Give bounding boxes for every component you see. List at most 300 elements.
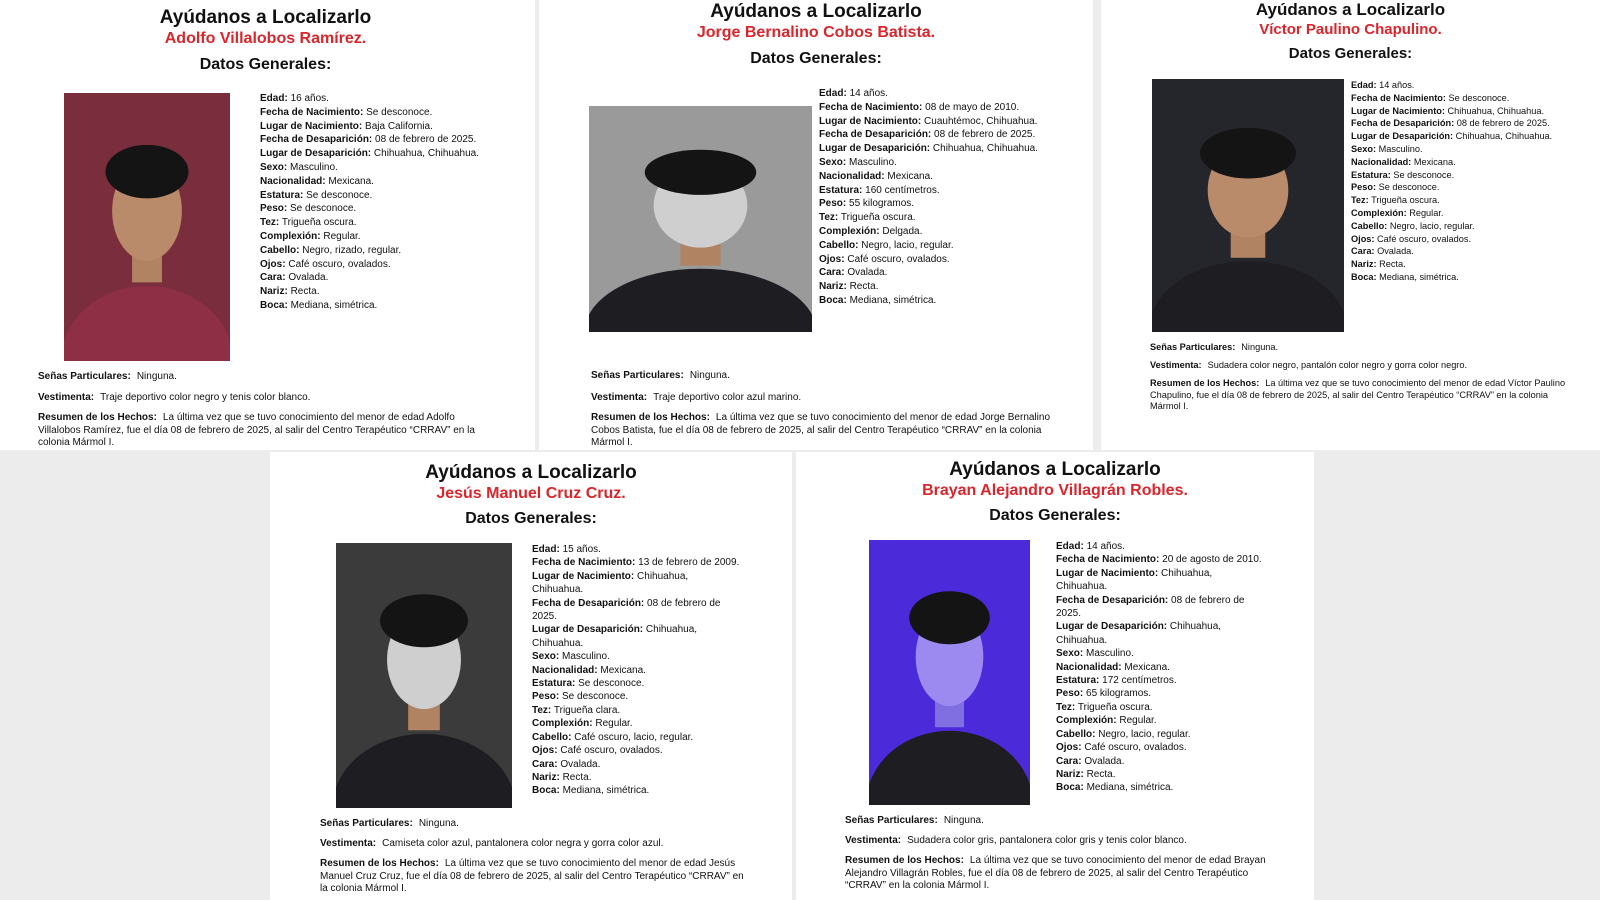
fact-value: Ovalada. [1084, 755, 1125, 767]
fact-fecha-desaparicion [1056, 594, 1266, 621]
block-label: Resumen de los Hechos: [845, 855, 964, 866]
fact-value: Regular. [595, 718, 633, 730]
fact-label: Lugar de Nacimiento: [819, 115, 922, 127]
fact-value: Chihuahua, Chihuahua. [1056, 567, 1213, 593]
fact-label: Nariz: [260, 286, 288, 298]
fact-label: Lugar de Nacimiento: [1056, 567, 1159, 579]
fact-value: 15 años. [562, 544, 601, 555]
fact-label: Estatura: [1351, 169, 1391, 180]
fact-label: Sexo: [819, 156, 847, 168]
fact-value: Regular. [1119, 715, 1157, 727]
fact-label: Nacionalidad: [532, 664, 598, 676]
fact-label: Peso: [1056, 688, 1084, 700]
poster-heading: Ayúdanos a Localizarlo [1255, 0, 1446, 19]
person-photo [1152, 79, 1344, 332]
fact-edad [1056, 540, 1266, 553]
fact-estatura [1351, 169, 1576, 182]
fact-label: Tez: [1056, 701, 1076, 713]
fact-boca [1056, 781, 1266, 794]
person-name: Jesús Manuel Cruz Cruz. [436, 485, 626, 502]
senas-particulares [38, 371, 518, 384]
fact-label: Ojos: [819, 253, 845, 265]
fact-value: Mexicana. [1124, 661, 1170, 673]
fact-label: Tez: [819, 212, 839, 224]
fact-label: Estatura: [532, 678, 576, 690]
fact-nacionalidad [260, 175, 490, 189]
vestimenta [320, 838, 780, 851]
fact-nariz [1056, 768, 1266, 781]
fact-sexo [1351, 143, 1576, 156]
block-label: Resumen de los Hechos: [1150, 378, 1260, 388]
fact-value: Baja California. [365, 120, 433, 132]
fact-complexion [1351, 207, 1576, 220]
fact-value: Chihuahua, Chihuahua. [373, 148, 480, 160]
fact-value: Regular. [323, 230, 361, 242]
fact-lugar-nacimiento [1056, 567, 1266, 594]
senas-particulares [845, 815, 1305, 828]
resumen-hechos [38, 412, 498, 450]
fact-label: Ojos: [1351, 233, 1375, 244]
fact-value: Café oscuro, ovalados. [1084, 742, 1187, 754]
block-value: Ninguna. [1241, 342, 1279, 352]
fact-label: Tez: [260, 217, 280, 229]
fact-label: Edad: [532, 544, 560, 555]
fact-lugar-nacimiento [532, 570, 742, 597]
fact-fecha-nacimiento [819, 101, 1059, 115]
fact-label: Lugar de Desaparición: [260, 148, 372, 160]
fact-value: 65 kilogramos. [1086, 688, 1152, 700]
fact-value: Regular. [1409, 207, 1444, 218]
fact-label: Estatura: [260, 189, 304, 201]
fact-label: Nacionalidad: [1351, 156, 1412, 167]
block-label: Señas Particulares: [320, 818, 413, 829]
fact-label: Fecha de Nacimiento: [1056, 554, 1160, 566]
person-photo [589, 106, 812, 332]
fact-value: Se desconoce. [290, 203, 357, 215]
resumen-hechos [591, 412, 1061, 450]
fact-fecha-nacimiento [260, 106, 490, 120]
fact-estatura [1056, 674, 1266, 687]
fact-value: 08 de febrero de 2025. [1056, 594, 1245, 620]
fact-label: Fecha de Desaparición: [1351, 118, 1455, 129]
fact-value: Negro, rizado, regular. [302, 244, 402, 256]
fact-value: Café oscuro, lacio, regular. [574, 731, 694, 743]
fact-lugar-desaparicion [819, 142, 1059, 156]
missing-poster [796, 452, 1314, 900]
fact-fecha-desaparicion [1351, 117, 1576, 130]
fact-edad [1351, 79, 1576, 92]
fact-cara [1351, 245, 1576, 258]
fact-value: Café oscuro, ovalados. [560, 745, 663, 757]
fact-value: Se desconoce. [1378, 182, 1440, 193]
fact-value: Café oscuro, ovalados. [1377, 233, 1472, 244]
fact-fecha-nacimiento [532, 556, 742, 569]
fact-lugar-nacimiento [819, 115, 1059, 129]
fact-label: Fecha de Desaparición: [1056, 594, 1169, 606]
fact-cabello [260, 244, 490, 258]
block-value: Ninguna. [418, 818, 459, 829]
fact-label: Nacionalidad: [260, 175, 326, 187]
fact-value: Ovalada. [288, 272, 329, 284]
fact-value: Negro, lacio, regular. [1389, 220, 1475, 231]
fact-tez [260, 216, 490, 230]
fact-label: Cabello: [1056, 728, 1096, 740]
fact-value: Mediana, simétrica. [290, 299, 378, 311]
fact-label: Edad: [819, 88, 847, 99]
poster-heading: Ayúdanos a Localizarlo [159, 7, 372, 28]
fact-value: Se desconoce. [1448, 92, 1510, 103]
block-value: La última vez que se tuvo conocimiento del menor de edad Víctor Paulino Chapulino, fue el día 08 de febrero de 2025, al salir del Centro Terapéutico “CRRAV” en la colonia Mármol I. [1150, 378, 1566, 411]
fact-fecha-nacimiento [1351, 92, 1576, 105]
fact-edad [532, 543, 742, 556]
fact-nariz [260, 285, 490, 299]
fact-label: Fecha de Desaparición: [532, 597, 645, 609]
fact-label: Fecha de Nacimiento: [819, 101, 923, 113]
fact-value: 08 de febrero de 2025. [532, 597, 721, 623]
block-value: Traje deportivo color negro y tenis color blanco. [100, 392, 311, 403]
block-value: Traje deportivo color azul marino. [653, 392, 802, 403]
fact-label: Nariz: [1351, 259, 1377, 270]
fact-sexo [819, 156, 1059, 170]
fact-value: Masculino. [849, 156, 897, 168]
fact-label: Edad: [1351, 80, 1377, 90]
person-name: Jorge Bernalino Cobos Batista. [696, 24, 936, 41]
fact-value: Masculino. [290, 161, 338, 173]
fact-label: Complexión: [1056, 715, 1117, 727]
fact-nariz [819, 280, 1059, 294]
fact-value: Cuauhtémoc, Chihuahua. [924, 115, 1038, 127]
fact-label: Boca: [819, 294, 847, 306]
fact-estatura [819, 184, 1059, 198]
block-label: Resumen de los Hechos: [591, 412, 710, 423]
fact-value: 16 años. [290, 93, 329, 104]
fact-peso [260, 202, 490, 216]
fact-label: Nariz: [532, 771, 560, 783]
fact-ojos [1351, 233, 1576, 246]
fact-label: Fecha de Nacimiento: [260, 106, 364, 118]
block-value: Sudadera color negro, pantalón color negro y gorra color negro. [1207, 360, 1468, 370]
fact-value: 13 de febrero de 2009. [638, 557, 740, 569]
fact-value: 20 de agosto de 2010. [1162, 554, 1262, 566]
fact-value: Masculino. [562, 651, 610, 663]
fact-lugar-desaparicion [1056, 620, 1266, 647]
fact-label: Peso: [532, 691, 560, 703]
fact-value: Mexicana. [600, 664, 646, 676]
fact-value: Mexicana. [328, 175, 374, 187]
fact-complexion [532, 717, 742, 730]
fact-peso [1056, 687, 1266, 700]
fact-value: Negro, lacio, regular. [861, 239, 954, 251]
fact-lugar-desaparicion [260, 147, 490, 161]
fact-value: Café oscuro, ovalados. [847, 253, 950, 265]
fact-value: Chihuahua, Chihuahua. [1447, 105, 1545, 116]
vestimenta [591, 392, 1071, 405]
fact-peso [819, 197, 1059, 211]
fact-value: 08 de febrero de 2025. [934, 129, 1036, 141]
fact-cabello [532, 731, 742, 744]
fact-value: Se desconoce. [562, 691, 629, 703]
fact-label: Lugar de Desaparición: [532, 624, 644, 636]
fact-value: Chihuahua, Chihuahua. [932, 143, 1039, 155]
fact-label: Sexo: [260, 161, 288, 173]
fact-label: Nacionalidad: [1056, 661, 1122, 673]
fact-complexion [260, 230, 490, 244]
fact-label: Fecha de Nacimiento: [532, 557, 636, 569]
general-data-list [819, 87, 1059, 308]
block-label: Vestimenta: [591, 392, 648, 403]
fact-value: 14 años. [1379, 80, 1415, 90]
fact-value: Mediana, simétrica. [1086, 782, 1174, 794]
fact-label: Complexión: [532, 718, 593, 730]
fact-label: Lugar de Desaparición: [1056, 621, 1168, 633]
person-photo [336, 543, 512, 808]
fact-ojos [819, 253, 1059, 267]
fact-ojos [260, 258, 490, 272]
fact-nacionalidad [1056, 661, 1266, 674]
fact-label: Fecha de Nacimiento: [1351, 92, 1446, 103]
fact-value: Chihuahua, Chihuahua. [1455, 131, 1553, 142]
fact-label: Cara: [1351, 246, 1375, 257]
fact-label: Sexo: [1351, 143, 1377, 154]
fact-value: Trigueña oscura. [1077, 701, 1153, 713]
fact-cabello [1056, 728, 1266, 741]
section-title: Datos Generales: [465, 510, 597, 527]
section-title: Datos Generales: [199, 56, 332, 73]
fact-boca [532, 784, 742, 797]
vestimenta [1150, 359, 1590, 372]
fact-fecha-desaparicion [532, 597, 742, 624]
fact-label: Cara: [1056, 755, 1082, 767]
block-value: Ninguna. [136, 371, 177, 382]
person-photo [869, 540, 1030, 805]
fact-value: Trigueña oscura. [281, 217, 357, 229]
fact-label: Sexo: [1056, 648, 1084, 660]
fact-value: Mexicana. [887, 170, 933, 182]
vestimenta [845, 835, 1305, 848]
fact-label: Sexo: [532, 651, 560, 663]
fact-label: Boca: [260, 299, 288, 311]
fact-tez [532, 704, 742, 717]
fact-tez [1056, 701, 1266, 714]
fact-value: Ovalada. [560, 758, 601, 770]
fact-value: 08 de mayo de 2010. [925, 101, 1020, 113]
fact-value: Mexicana. [1413, 156, 1456, 167]
fact-sexo [532, 650, 742, 663]
fact-value: Recta. [290, 286, 320, 298]
person-name: Brayan Alejandro Villagrán Robles. [922, 482, 1188, 499]
missing-poster [1101, 0, 1600, 450]
fact-sexo [1056, 647, 1266, 660]
section-title: Datos Generales: [1288, 45, 1413, 62]
missing-poster [270, 452, 792, 900]
fact-value: 08 de febrero de 2025. [1456, 118, 1550, 129]
fact-label: Nariz: [1056, 768, 1084, 780]
fact-value: Masculino. [1378, 143, 1423, 154]
fact-cara [260, 271, 490, 285]
fact-cara [532, 758, 742, 771]
fact-lugar-desaparicion [1351, 130, 1576, 143]
block-label: Vestimenta: [845, 835, 902, 846]
missing-poster [539, 0, 1093, 450]
fact-label: Complexión: [819, 225, 880, 237]
fact-cabello [1351, 220, 1576, 233]
fact-peso [1351, 181, 1576, 194]
fact-label: Cabello: [260, 244, 300, 256]
block-value: La última vez que se tuvo conocimiento del menor de edad Jesús Manuel Cruz Cruz, fue el día 08 de febrero de 2025, al salir del Centro Terapéutico “CRRAV” en la colonia Mármol I. [320, 858, 744, 894]
poster-heading: Ayúdanos a Localizarlo [710, 1, 922, 22]
block-value: La última vez que se tuvo conocimiento del menor de edad Jorge Bernalino Cobos Batista, fue el día 08 de febrero de 2025, al salir del Centro Terapéutico “CRRAV” en la colonia Mármol I. [591, 412, 1051, 448]
block-label: Señas Particulares: [845, 815, 938, 826]
fact-cara [1056, 755, 1266, 768]
block-label: Vestimenta: [1150, 360, 1202, 370]
fact-lugar-desaparicion [532, 623, 742, 650]
senas-particulares [591, 370, 1071, 383]
fact-label: Boca: [532, 785, 560, 797]
senas-particulares [320, 818, 780, 831]
fact-value: Se desconoce. [1393, 169, 1455, 180]
fact-complexion [1056, 714, 1266, 727]
fact-label: Nacionalidad: [819, 170, 885, 182]
fact-value: Recta. [1379, 259, 1406, 270]
fact-value: Trigueña oscura. [1371, 195, 1440, 206]
fact-sexo [260, 161, 490, 175]
block-value: Camiseta color azul, pantalonera color negra y gorra color azul. [382, 838, 664, 849]
fact-label: Estatura: [819, 184, 863, 196]
fact-value: Recta. [849, 281, 879, 293]
fact-label: Complexión: [1351, 207, 1407, 218]
fact-label: Lugar de Desaparición: [819, 143, 931, 155]
fact-value: Mediana, simétrica. [849, 294, 937, 306]
fact-edad [260, 92, 490, 106]
fact-label: Estatura: [1056, 675, 1100, 687]
block-value: La última vez que se tuvo conocimiento del menor de edad Brayan Alejandro Villagrán Robles, fue el día 08 de febrero de 2025, al salir del Centro Terapéutico “CRRAV” en la colonia Mármol I. [845, 855, 1266, 891]
block-label: Vestimenta: [320, 838, 377, 849]
portrait-silhouette-icon [1152, 79, 1344, 332]
portrait-silhouette-icon [589, 106, 812, 332]
general-data-list [260, 92, 490, 313]
fact-value: Mediana, simétrica. [1379, 271, 1459, 282]
fact-label: Ojos: [1056, 742, 1082, 754]
portrait-silhouette-icon [869, 540, 1030, 805]
fact-label: Lugar de Desaparición: [1351, 131, 1454, 142]
fact-boca [260, 299, 490, 313]
general-data-list [1351, 79, 1576, 284]
fact-fecha-desaparicion [260, 133, 490, 147]
general-data-list [1056, 540, 1266, 795]
fact-value: Se desconoce. [366, 106, 433, 118]
fact-label: Cara: [819, 267, 845, 279]
block-label: Señas Particulares: [38, 371, 131, 382]
person-name: Adolfo Villalobos Ramírez. [164, 30, 367, 47]
block-label: Señas Particulares: [591, 370, 684, 381]
fact-value: Café oscuro, ovalados. [288, 258, 391, 270]
fact-lugar-nacimiento [1351, 105, 1576, 118]
fact-label: Cabello: [1351, 220, 1388, 231]
vestimenta [38, 392, 518, 405]
fact-nariz [532, 771, 742, 784]
fact-value: Negro, lacio, regular. [1098, 728, 1191, 740]
poster-heading: Ayúdanos a Localizarlo [425, 462, 637, 483]
fact-value: Mediana, simétrica. [562, 785, 650, 797]
resumen-hechos [320, 858, 750, 896]
fact-value: Recta. [1086, 768, 1116, 780]
section-title: Datos Generales: [750, 50, 882, 67]
fact-label: Ojos: [532, 745, 558, 757]
fact-label: Cara: [532, 758, 558, 770]
fact-estatura [260, 189, 490, 203]
resumen-hechos [1150, 378, 1570, 413]
fact-label: Tez: [1351, 195, 1369, 206]
missing-poster [0, 0, 535, 450]
block-label: Señas Particulares: [1150, 342, 1236, 352]
fact-value: Chihuahua, Chihuahua. [1056, 621, 1222, 646]
fact-label: Peso: [260, 203, 288, 215]
fact-value: Se desconoce. [578, 678, 645, 690]
fact-estatura [532, 677, 742, 690]
fact-label: Peso: [819, 198, 847, 210]
fact-value: Trigueña clara. [553, 704, 621, 716]
block-value: Sudadera color gris, pantalonera color gris y tenis color blanco. [907, 835, 1187, 846]
person-photo [64, 93, 230, 361]
fact-ojos [532, 744, 742, 757]
fact-value: Delgada. [882, 225, 923, 237]
block-value: La última vez que se tuvo conocimiento del menor de edad Adolfo Villalobos Ramírez, fue el día 08 de febrero de 2025, al salir del Centro Terapéutico “CRRAV” en la colonia Mármol I. [38, 412, 475, 448]
fact-label: Edad: [260, 93, 288, 104]
fact-tez [1351, 194, 1576, 207]
fact-value: Masculino. [1086, 648, 1134, 660]
fact-nacionalidad [1351, 156, 1576, 169]
fact-label: Cabello: [819, 239, 859, 251]
fact-value: 55 kilogramos. [849, 198, 915, 210]
fact-label: Fecha de Desaparición: [260, 134, 373, 146]
resumen-hechos [845, 855, 1275, 893]
fact-fecha-desaparicion [819, 128, 1059, 142]
general-data-list [532, 543, 742, 798]
fact-label: Edad: [1056, 541, 1084, 552]
fact-value: Trigueña oscura. [840, 212, 916, 224]
fact-value: Recta. [562, 771, 592, 783]
fact-label: Nariz: [819, 281, 847, 293]
fact-value: Chihuahua, Chihuahua. [532, 624, 698, 649]
fact-value: Ovalada. [847, 267, 888, 279]
fact-boca [819, 294, 1059, 308]
fact-value: 172 centímetros. [1102, 675, 1177, 687]
fact-ojos [1056, 741, 1266, 754]
fact-label: Boca: [1056, 782, 1084, 794]
fact-value: 14 años. [1086, 541, 1125, 552]
fact-cabello [819, 239, 1059, 253]
block-value: Ninguna. [943, 815, 984, 826]
fact-label: Ojos: [260, 258, 286, 270]
fact-tez [819, 211, 1059, 225]
fact-label: Tez: [532, 704, 552, 716]
fact-label: Lugar de Nacimiento: [260, 120, 363, 132]
fact-value: 08 de febrero de 2025. [375, 134, 477, 146]
fact-label: Lugar de Nacimiento: [1351, 105, 1445, 116]
fact-label: Cara: [260, 272, 286, 284]
block-label: Resumen de los Hechos: [38, 412, 157, 423]
fact-label: Complexión: [260, 230, 321, 242]
section-title: Datos Generales: [989, 507, 1121, 524]
fact-value: Ovalada. [1377, 246, 1414, 257]
block-value: Ninguna. [689, 370, 730, 381]
portrait-silhouette-icon [64, 93, 230, 361]
fact-edad [819, 87, 1059, 101]
poster-heading: Ayúdanos a Localizarlo [949, 459, 1161, 480]
block-label: Vestimenta: [38, 392, 95, 403]
person-name: Víctor Paulino Chapulino. [1259, 21, 1442, 38]
fact-fecha-nacimiento [1056, 553, 1266, 566]
